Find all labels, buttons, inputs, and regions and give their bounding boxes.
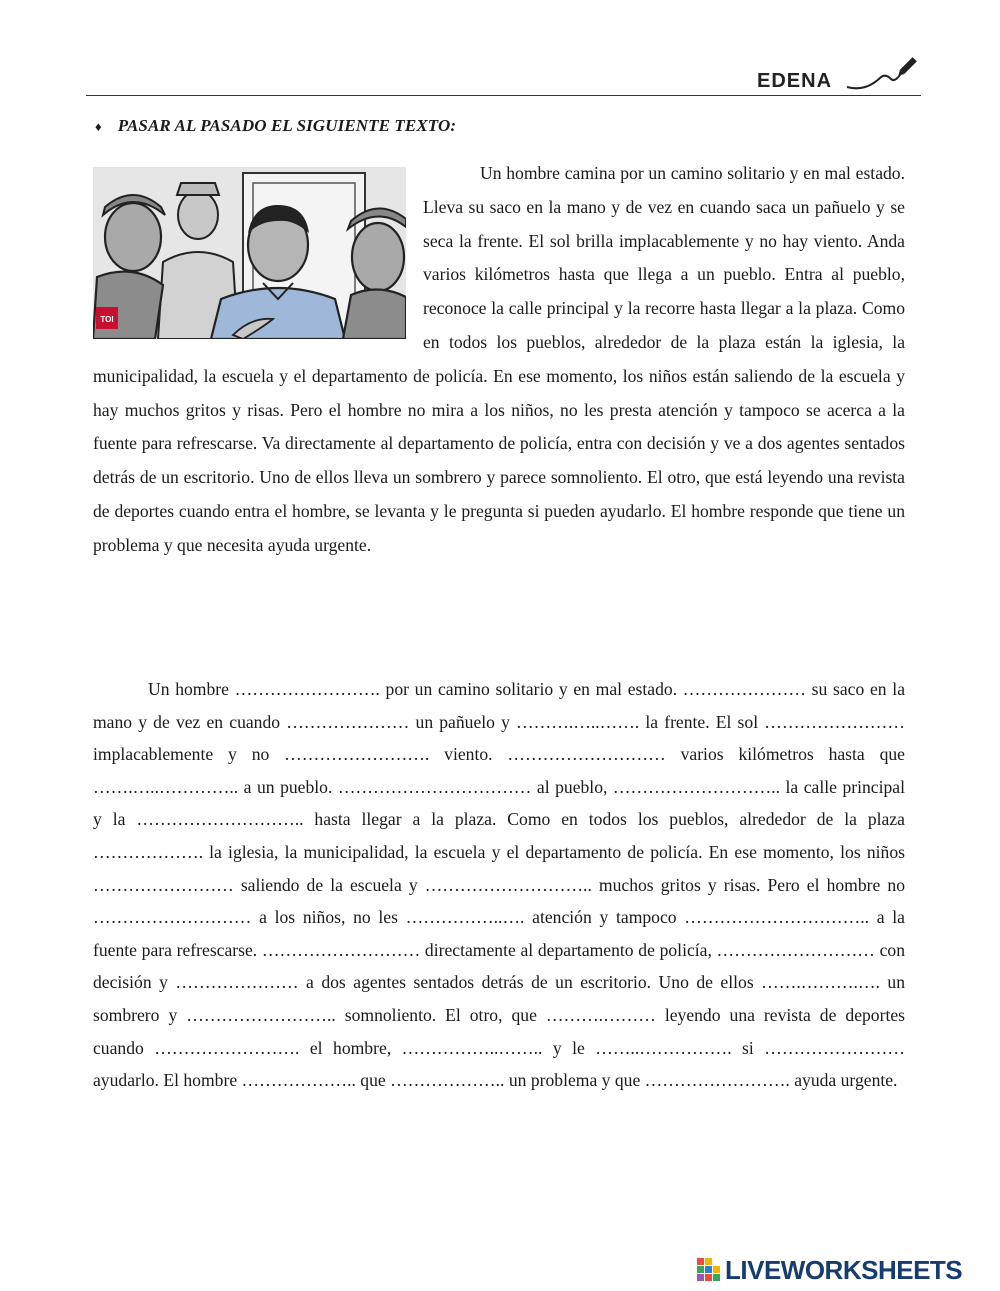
edena-logo: [755, 56, 920, 96]
liveworksheets-brand-text: LIVEWORKSHEETS: [725, 1255, 963, 1285]
pen-swoosh-icon: [847, 72, 902, 88]
story-paragraph: [93, 157, 905, 563]
exercise-paragraph: [93, 673, 905, 1097]
liveworksheets-logo: [697, 1255, 995, 1285]
pen-icon: [896, 57, 917, 78]
liveworksheets-mark-icon: [697, 1258, 721, 1282]
illustration-wrapper: [93, 157, 413, 347]
edena-logo-text: EDENA: [757, 70, 833, 92]
diamond-bullet-icon: ♦: [95, 119, 102, 134]
header-divider: [86, 95, 921, 96]
instruction-text: PASAR AL PASADO EL SIGUIENTE TEXTO:: [117, 116, 457, 135]
police-interrogation-illustration: [93, 167, 406, 339]
toi-badge: TOI: [100, 315, 114, 324]
instruction-heading: [95, 116, 456, 136]
story-text: Un hombre camina por un camino solitario y en mal estado. Lleva su saco en la mano y de vez en cuando saca un pañuelo y se seca la frente. El sol brilla implacablemente y no hay viento. Anda varios kilómetros hasta que llega a un pueblo. Entra al pueblo, reconoce la calle principal y la recorre hasta llegar a la plaza. Como en todos los pueblos, alrededor de la plaza están la iglesia, la municipalidad, la escuela y el departamento de policía. En ese momento, los niños están saliendo de la escuela y hay muchos gritos y risas. Pero el hombre no mira a los niños, no les presta atención y tampoco se acerca a la fuente para refrescarse. Va directamente al departamento de policía, entra con decisión y ve a dos agentes sentados detrás de un escritorio. Uno de ellos lleva un sombrero y parece somnoliento. El otro, que está leyendo una revista de deportes cuando entra el hombre, se levanta y le pregunta si pueden ayudarlo. El hombre responde que tiene un problema y que necesita ayuda urgente.: [93, 163, 905, 555]
exercise-text: Un hombre ……………………. por un camino solitario y en mal estado. ………………… su saco en la mano y de vez en cuando ………………… un pañuelo y ……….…..……. la frente. El sol …………………… implacablemente y no ……………………. viento. ……………………… varios kilómetros hasta que …….…..………….. a un pueblo. …………………………… al pueblo, ……………………….. la calle principal y la ……………………….. hasta llegar a la plaza. Como en todos los pueblos, alrededor de la plaza ………………. la iglesia, la municipalidad, la escuela y el departamento de policía. En ese momento, los niños …………………… saliendo de la escuela y ……………………….. muchos gritos y risas. Pero el hombre no ……………………… a los niños, no les ……………..…. atención y tampoco ………………………….. a la fuente para refrescarse. ……………………… directamente al departamento de policía, ……………………… con decisión y ………………… a dos agentes sentados detrás de un escritorio. Uno de ellos …….……….…. un sombrero y …………………….. somnoliento. El otro, que ……….……… leyendo una revista de deportes cuando ……………………. el hombre, ……………..…….. y le ……..……………. si …………………… ayudarlo. El hombre ……………….. que ……………….. un problema y que ……………………. ayuda urgente.: [93, 679, 905, 1091]
